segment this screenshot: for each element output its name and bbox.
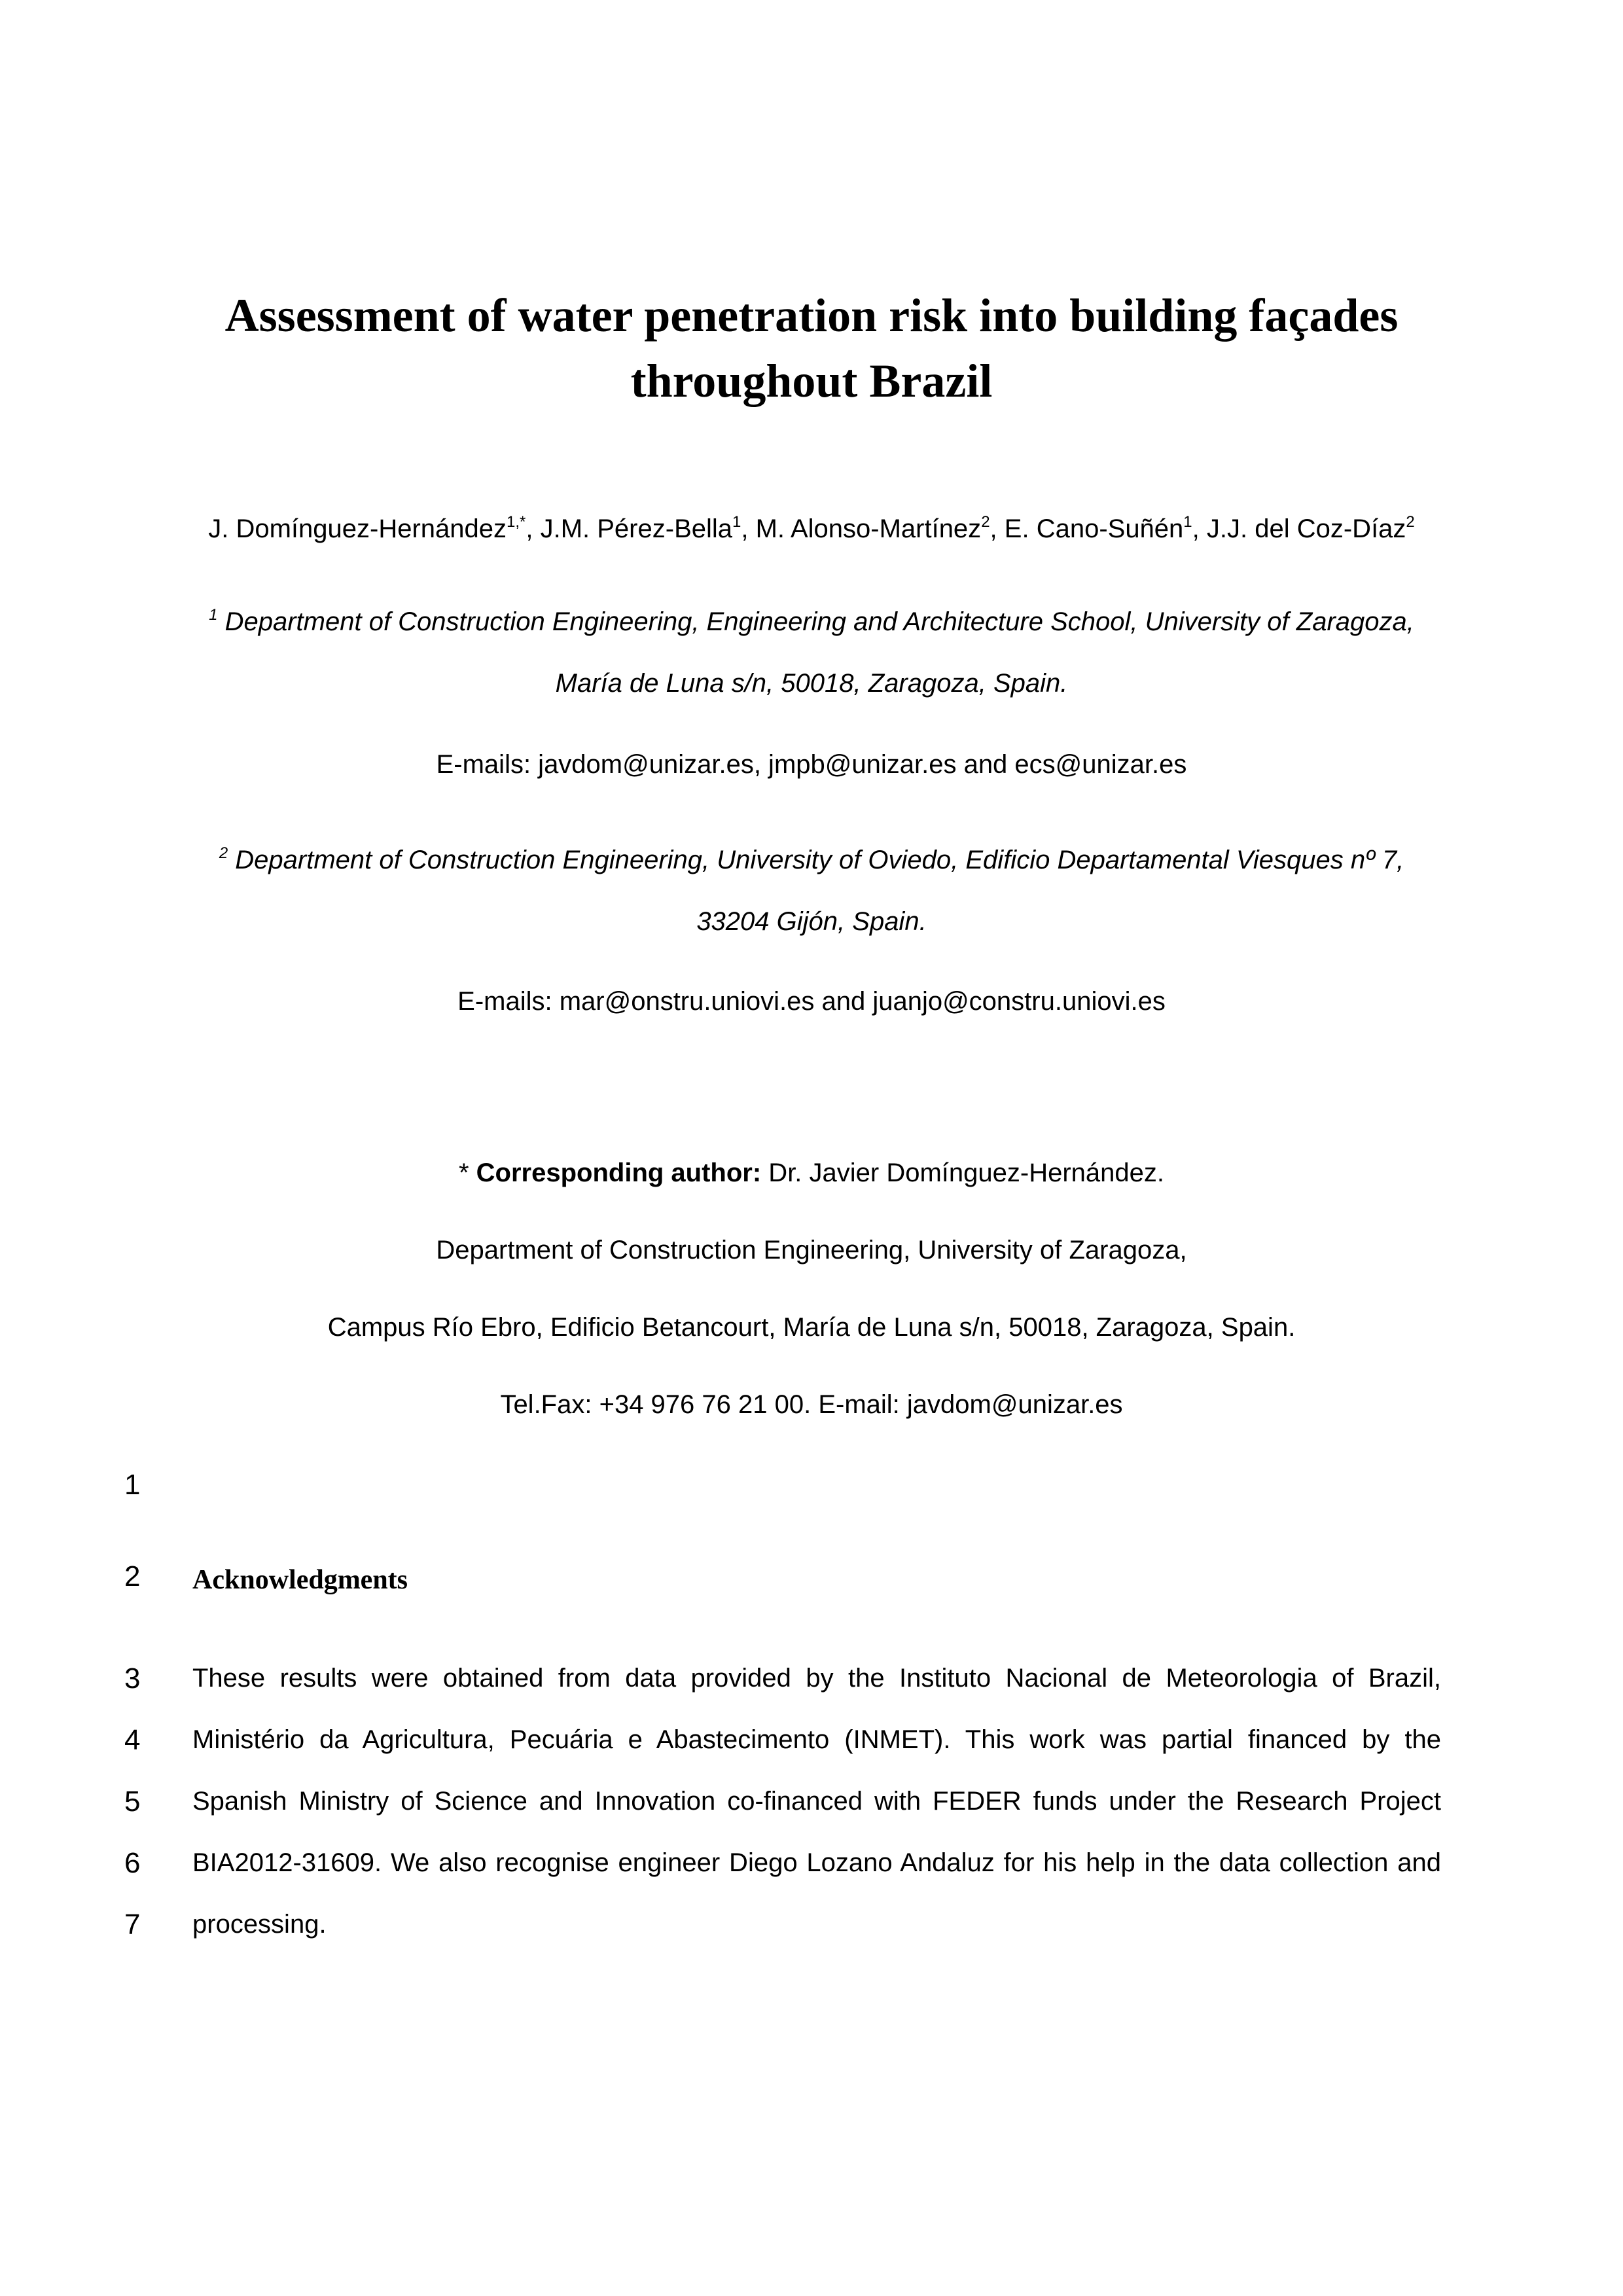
- acknowledgments-line: BIA2012-31609. We also recognise engineer Diego Lozano Andaluz for his help in the data collection and: [192, 1848, 1441, 1877]
- line-number: 5: [124, 1785, 141, 1818]
- line-number: 3: [124, 1662, 141, 1695]
- author-name: J.J. del Coz-Díaz: [1206, 514, 1406, 543]
- author-affiliation-mark: 1,*: [507, 513, 526, 531]
- line-number: 2: [124, 1560, 141, 1592]
- author-affiliation-mark: 2: [1406, 513, 1415, 531]
- affiliation-2-line-1: $^2$ Department of Construction Engineering, University of Oviedo, Edificio Departamental Viesques nº 7,: [219, 844, 1404, 874]
- paper-title: [157, 283, 1466, 414]
- title-line-1: Assessment of water penetration risk into building façades: [224, 289, 1399, 342]
- author-list: J. Domínguez-Hernández$^{1,*}$, J.M. Pérez-Bella$^1$, M. Alonso-Martínez$^2$, E. Cano-Suñén$^1$, J.J. del Coz-Díaz$^2$: [208, 513, 1415, 543]
- author-affiliation-mark: 1: [732, 513, 741, 531]
- affiliation-2-emails: E-mails: mar@onstru.uniovi.es and juanjo@constru.uniovi.es: [457, 987, 1166, 1016]
- corresponding-author: * Corresponding author: Dr. Javier Domínguez-Hernández.: [458, 1158, 1165, 1187]
- acknowledgments-line: Ministério da Agricultura, Pecuária e Abastecimento (INMET). This work was partial financed by the: [192, 1725, 1441, 1754]
- author-name: J. Domínguez-Hernández: [208, 514, 507, 543]
- acknowledgments-line: These results were obtained from data provided by the Instituto Nacional de Meteorologia of Brazil,: [192, 1664, 1441, 1693]
- corresponding-contact: Tel.Fax: +34 976 76 21 00. E-mail: javdom@unizar.es: [500, 1390, 1123, 1419]
- title-line-2: throughout Brazil: [630, 355, 993, 407]
- affiliation-1-line-1: $^1$ Department of Construction Engineering, Engineering and Architecture School, University of Zaragoza,: [209, 606, 1414, 636]
- affiliation-2-line-2: 33204 Gijón, Spain.: [696, 907, 927, 936]
- acknowledgments-heading: Acknowledgments: [192, 1565, 408, 1595]
- corresponding-address: Campus Río Ebro, Edificio Betancourt, María de Luna s/n, 50018, Zaragoza, Spain.: [327, 1313, 1296, 1342]
- line-number: 7: [124, 1909, 141, 1941]
- author-affiliation-mark: 2: [981, 513, 990, 531]
- author-name: M. Alonso-Martínez: [755, 514, 982, 543]
- author-name: E. Cano-Suñén: [1004, 514, 1184, 543]
- line-number: 4: [124, 1724, 141, 1756]
- author-affiliation-mark: 1: [1183, 513, 1192, 531]
- corresponding-author-label: Corresponding author:: [476, 1158, 762, 1187]
- line-number: 1: [124, 1469, 141, 1501]
- line-number: 6: [124, 1847, 141, 1879]
- corresponding-department: Department of Construction Engineering, University of Zaragoza,: [436, 1236, 1187, 1265]
- affiliation-1-line-2: María de Luna s/n, 50018, Zaragoza, Spain.: [555, 669, 1068, 698]
- acknowledgments-line: processing.: [192, 1910, 327, 1939]
- acknowledgments-line: Spanish Ministry of Science and Innovation co-financed with FEDER funds under the Research Project: [192, 1787, 1441, 1816]
- affiliation-1-emails: E-mails: javdom@unizar.es, jmpb@unizar.es and ecs@unizar.es: [436, 750, 1187, 779]
- author-name: J.M. Pérez-Bella: [540, 514, 733, 543]
